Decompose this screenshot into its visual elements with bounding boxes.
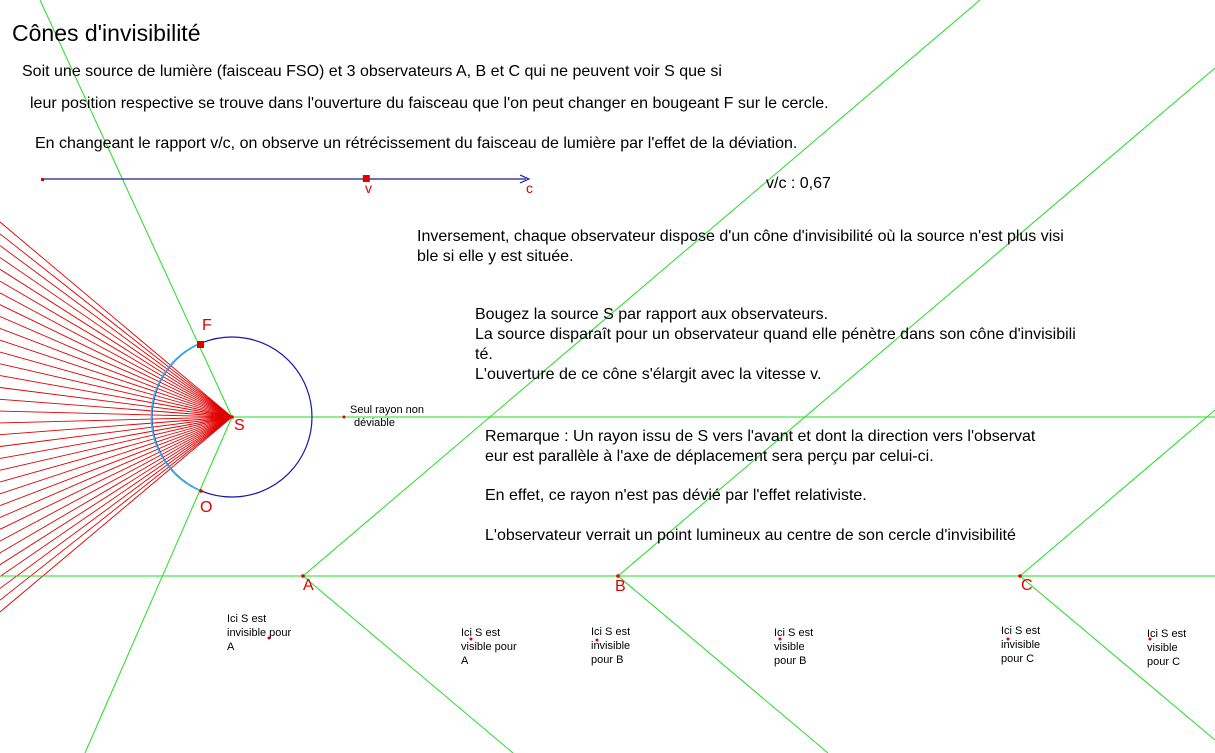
label-o: O <box>200 499 213 516</box>
annotation-5: Ici S est invisible pour C <box>1001 625 1041 665</box>
annotation-4: Ici S est visible pour B <box>774 627 814 667</box>
light-ray <box>0 417 232 494</box>
light-ray <box>0 417 232 541</box>
label-a: A <box>303 577 314 594</box>
ray-note-point <box>343 416 346 419</box>
light-ray <box>0 234 232 417</box>
light-beam-fan <box>0 222 232 612</box>
slider-label-c: c <box>526 180 533 196</box>
light-ray <box>0 364 232 417</box>
ratio-readout: v/c : 0,67 <box>766 175 831 192</box>
ray-note-line-2: déviable <box>354 417 395 429</box>
bougez-line-2: La source disparaît pour un observateur quand elle pénètre dans son cône d'invisibili <box>475 326 1076 343</box>
annotation-3: Ici S est invisible pour B <box>591 626 631 666</box>
bougez-line-3: té. <box>475 346 493 363</box>
label-s: S <box>234 417 245 434</box>
intro-line-3: En changeant le rapport v/c, on observe un rétrécissement du faisceau de lumière par l'effet de la déviation. <box>35 135 798 152</box>
light-ray <box>0 417 232 506</box>
point-f-handle[interactable] <box>197 341 204 348</box>
light-ray <box>0 417 232 482</box>
remarque-line-3: En effet, ce rayon n'est pas dévié par l'effet relativiste. <box>485 487 867 504</box>
annotation-1: Ici S est invisible pour A <box>227 613 292 653</box>
bougez-line-4: L'ouverture de ce cône s'élargit avec la vitesse v. <box>475 366 822 383</box>
light-ray <box>0 305 232 417</box>
inversement-line-2: ble si elle y est située. <box>417 248 574 265</box>
light-ray <box>0 417 232 612</box>
intro-line-2: leur position respective se trouve dans l'ouverture du faisceau que l'on peut changer en bougeant F sur le cercle. <box>30 95 829 112</box>
remarque-line-2: eur est parallèle à l'axe de déplacement sera perçu par celui-ci. <box>485 448 934 465</box>
label-b: B <box>615 578 626 595</box>
label-f: F <box>202 317 212 334</box>
beam-arc <box>151 343 201 491</box>
light-ray <box>0 222 232 417</box>
light-ray <box>0 417 232 529</box>
remarque-line-4: L'observateur verrait un point lumineux au centre de son cercle d'invisibilité <box>485 527 1016 544</box>
label-c: C <box>1021 577 1033 594</box>
light-ray <box>0 417 232 565</box>
point-o <box>199 489 203 493</box>
inversement-line-1: Inversement, chaque observateur dispose d'un cône d'invisibilité où la source n'est plus visi <box>417 228 1064 245</box>
slider-origin-point <box>41 178 44 181</box>
ray-note-line-1: Seul rayon non <box>350 404 424 416</box>
page-title: Cônes d'invisibilité <box>12 20 201 46</box>
annotation-2: Ici S est visible pour A <box>461 627 517 667</box>
velocity-slider <box>41 175 529 183</box>
light-ray <box>0 293 232 417</box>
light-ray <box>0 417 232 600</box>
cone-line-c-upper <box>1020 410 1215 576</box>
light-ray <box>0 417 232 470</box>
bougez-line-1: Bougez la source S par rapport aux observateurs. <box>475 306 829 323</box>
light-ray <box>0 340 232 417</box>
intro-line-1: Soit une source de lumière (faisceau FSO) et 3 observateurs A, B et C qui ne peuvent voir S que si <box>22 63 722 80</box>
annotation-6: Ici S est visible pour C <box>1147 628 1187 668</box>
remarque-line-1: Remarque : Un rayon issu de S vers l'avant et dont la direction vers l'observat <box>485 428 1036 445</box>
light-ray <box>0 258 232 418</box>
slider-label-v: v <box>365 180 372 196</box>
light-ray <box>0 352 232 417</box>
